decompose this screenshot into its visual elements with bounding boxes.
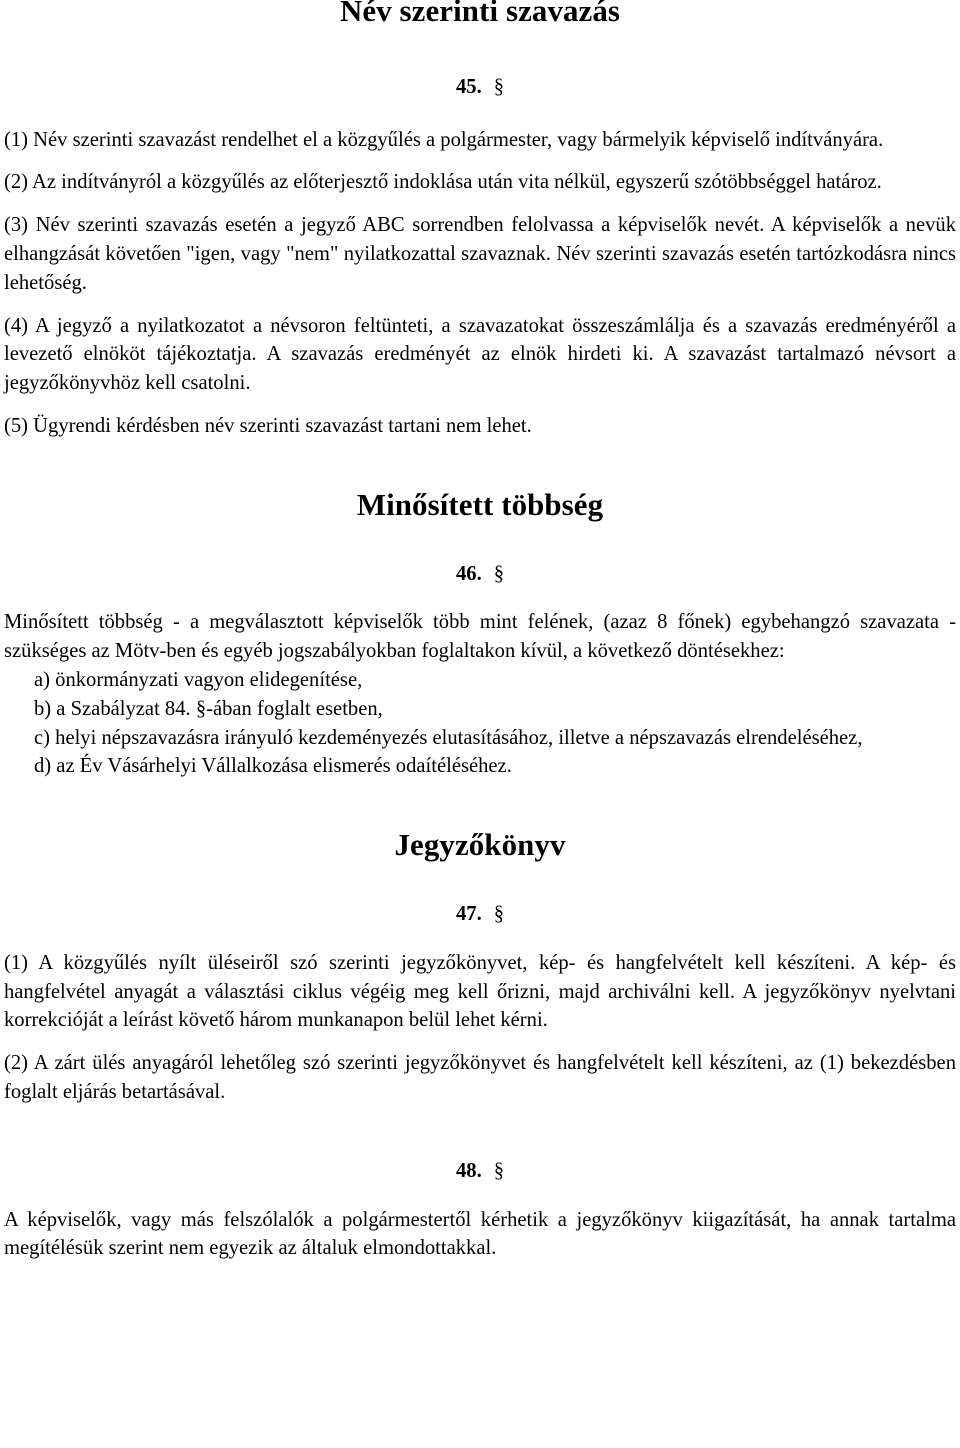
section-sign: § [493, 562, 505, 585]
paragraph-47-2: (2) A zárt ülés anyagáról lehetőleg szó szerinti jegyzőkönyvet és hangfelvételt kell készíteni, az (1) bekezdésben foglalt eljárás betartásával. [4, 1052, 956, 1103]
paragraph-45-3: (3) Név szerinti szavazás esetén a jegyző ABC sorrendben felolvassa a képviselők nevét. A képviselők a nevük elhangzását követően "igen, vagy "nem" nyilatkozattal szavaznak. Név szerinti szavazás esetén tartózkodásra nincs lehetőség. [4, 214, 956, 294]
list-item: d) az Év Vásárhelyi Vállalkozása elismerés odaítéléséhez. [34, 755, 512, 778]
decision-list [4, 666, 956, 781]
section-sign: § [493, 902, 505, 925]
section-sign: § [493, 1159, 505, 1182]
section-heading-qualified-majority: Minősített többség [356, 486, 604, 522]
paragraph-number-label: 47. [455, 902, 482, 925]
paragraph-number-46 [4, 560, 956, 589]
list-item: c) helyi népszavazásra irányuló kezdeményezés elutasításához, illetve a népszavazás elrendeléséhez, [34, 726, 863, 749]
section-sign: § [493, 75, 505, 98]
list-item: b) a Szabályzat 84. §-ában foglalt esetben, [34, 697, 383, 720]
paragraph-45-2: (2) Az indítványról a közgyűlés az előterjesztő indoklása után vita nélkül, egyszerű szótöbbséggel határoz. [4, 171, 882, 194]
paragraph-number-label: 48. [455, 1159, 482, 1182]
list-item: a) önkormányzati vagyon elidegenítése, [34, 668, 363, 691]
paragraph-number-label: 46. [455, 562, 482, 585]
paragraph-45-5: (5) Ügyrendi kérdésben név szerinti szavazást tartani nem lehet. [4, 414, 532, 437]
paragraph-number-45 [4, 73, 956, 102]
section-heading-name-vote: Név szerinti szavazás [339, 0, 621, 28]
paragraph-47-1: (1) A közgyűlés nyílt üléseiről szó szerinti jegyzőkönyvet, kép- és hangfelvételt kell készíteni. A kép- és hangfelvétel anyagát a választási ciklus végéig meg kell őrizni, majd archiválni kell. A jegyzőkönyv nyelvtani korrekcióját a leírást követő három munkanapon belül lehet kérni. [4, 951, 956, 1032]
paragraph-45-4: (4) A jegyző a nyilatkozatot a névsoron feltünteti, a szavazatokat összeszámlálja és a szavazás eredményéről a levezető elnököt tájékoztatja. A szavazás eredményét az elnök hirdeti ki. A szavazást tartalmazó névsort a jegyzőkönyvhöz kell csatolni. [4, 314, 956, 395]
paragraph-number-47 [4, 900, 956, 929]
paragraph-number-48 [4, 1157, 956, 1186]
section-heading-minutes: Jegyzőkönyv [394, 827, 566, 863]
paragraph-48-1: A képviselők, vagy más felszólalók a polgármestertől kérhetik a jegyzőkönyv kiigazítását, ha annak tartalma megítélésük szerint nem egyezik az általuk elmondottakkal. [4, 1208, 956, 1260]
paragraph-46-intro: Minősített többség - a megválasztott képviselők több mint felének, (azaz 8 főnek) egybehangzó szavazata - szükséges az Mötv-ben és egyéb jogszabályokban foglaltakon kívül, a következő döntésekhez: [4, 611, 956, 663]
paragraph-number-label: 45. [455, 75, 482, 98]
paragraph-45-1: (1) Név szerinti szavazást rendelhet el a közgyűlés a polgármester, vagy bármelyik képviselő indítványára. [4, 128, 884, 151]
